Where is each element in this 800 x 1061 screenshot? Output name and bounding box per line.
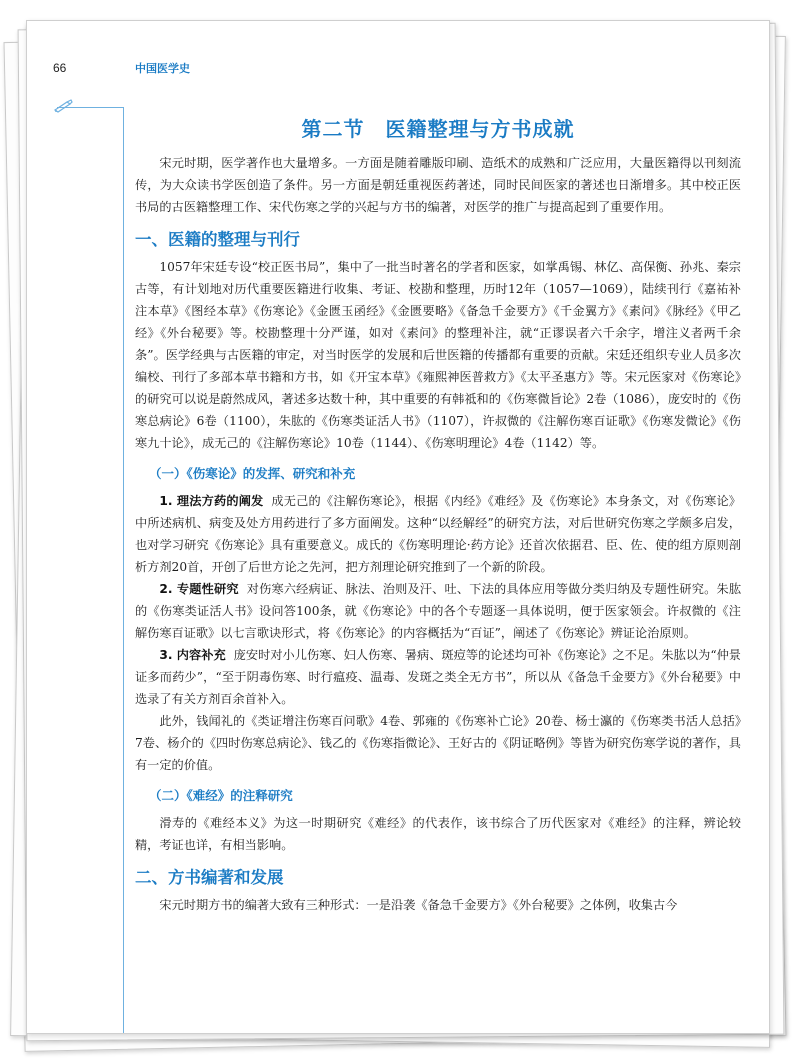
item-text: 对伤寒六经病证、脉法、治则及汗、吐、下法的具体应用等做分类归纳及专题性研究。朱肱的《伤寒类证活人书》设问答100条，就《伤寒论》中的各个专题逐一具体说明，便于医家领会。许叔微的《注解伤寒百证歌》以七言歌诀形式，将《伤寒论》的内容概括为“百证”，阐述了《伤寒论》辨证论治原则。: [135, 582, 742, 640]
numbered-paragraph: [135, 578, 741, 644]
numbered-paragraph: [135, 644, 741, 710]
page-content: [135, 113, 741, 916]
body-paragraph: 1057年宋廷专设“校正医书局”，集中了一批当时著名的学者和医家，如掌禹锡、林亿、高保衡、孙兆、秦宗古等，有计划地对历代重要医籍进行收集、考证、校勘和整理，历时12年（1057—1069），陆续刊行《嘉祐补注本草》《图经本草》《伤寒论》《金匮玉函经》《金匮要略》《备急千金要方》《千金翼方》《素问》《脉经》《甲乙经》《外台秘要》等。校勘整理十分严谨，如对《素问》的整理补注，就“正谬误者六千余字，增注义者两千余条”。医学经典与古医籍的审定，对当时医学的发展和后世医籍的传播都有重要的贡献。宋廷还组织专业人员多次编校、刊行了多部本草书籍和方书，如《开宝本草》《雍熙神医普救方》《太平圣惠方》等。宋元医家对《伤寒论》的研究可以说是蔚然成风，著述多达数十种，其中重要的有韩祗和的《伤寒微旨论》2卷（1086），庞安时的《伤寒总病论》6卷（1100），朱肱的《伤寒类证活人书》（1107），许叔微的《注解伤寒百证歌》《伤寒发微论》《伤寒九十论》，成无己的《注解伤寒论》10卷（1144）、《伤寒明理论》4卷（1142）等。: [135, 260, 741, 450]
numbered-paragraph: [135, 490, 741, 578]
item-lead: 3. 内容补充: [159, 648, 226, 662]
part-heading: 二、方书编著和发展: [135, 868, 284, 887]
subsection-heading: （一）《伤寒论》的发挥、研究和补充: [149, 466, 356, 481]
item-lead: 2. 专题性研究: [159, 582, 239, 596]
subsection-heading: （二）《难经》的注释研究: [149, 788, 293, 803]
body-paragraph: 此外，钱闻礼的《类证增注伤寒百问歌》4卷、郭雍的《伤寒补亡论》20卷、杨士瀛的《伤寒类书活人总括》7卷、杨介的《四时伤寒总病论》、钱乙的《伤寒指微论》、王好古的《阴证略例》等皆为研究伤寒学说的著作，具有一定的价值。: [135, 714, 741, 772]
body-paragraph: 滑寿的《难经本义》为这一时期研究《难经》的代表作，该书综合了历代医家对《难经》的注释，辨论较精，考证也详，有相当影响。: [135, 816, 741, 852]
item-lead: 1. 理法方药的阐发: [159, 494, 264, 508]
pen-icon: [53, 99, 75, 113]
item-text: 庞安时对小儿伤寒、妇人伤寒、暑病、斑痘等的论述均可补《伤寒论》之不足。朱肱以为“仲景证多而药少”，“至于阴毒伤寒、时行瘟疫、温毒、发斑之类全无方书”，所以从《备急千金要方》《外台秘要》中选录了有关方剂百余首补入。: [135, 648, 741, 706]
body-paragraph: 宋元时期方书的编著大致有三种形式：一是沿袭《备急千金要方》《外台秘要》之体例，收集古今: [159, 898, 678, 912]
page-number: 66: [53, 61, 67, 75]
margin-rule: [57, 107, 123, 108]
running-title: 中国医学史: [135, 62, 190, 75]
intro-paragraph: 宋元时期，医学著作也大量增多。一方面是随着雕版印刷、造纸术的成熟和广泛应用，大量医籍得以刊刻流传，为大众读书学医创造了条件。另一方面是朝廷重视医药著述，同时民间医家的著述也日渐增多。其中校正医书局的古医籍整理工作、宋代伤寒之学的兴起与方书的编著，对医学的推广与提高起到了重要作用。: [135, 156, 741, 214]
section-title: 第二节 医籍整理与方书成就: [301, 117, 575, 141]
part-heading: 一、医籍的整理与刊行: [135, 230, 300, 249]
margin-rule: [123, 107, 124, 1034]
item-text: 成无己的《注解伤寒论》，根据《内经》《难经》及《伤寒论》本身条文，对《伤寒论》中所述病机、病变及处方用药进行了多方面阐发。这种“以经解经”的研究方法，对后世研究伤寒之学颇多启发，也对学习研究《伤寒论》具有重要意义。成氏的《伤寒明理论·药方论》还首次依据君、臣、佐、使的组方原则剖析方剂20首，开创了后世方论之先河，把方剂理论研究推到了一个新的阶段。: [135, 494, 741, 574]
book-page: [26, 20, 770, 1034]
